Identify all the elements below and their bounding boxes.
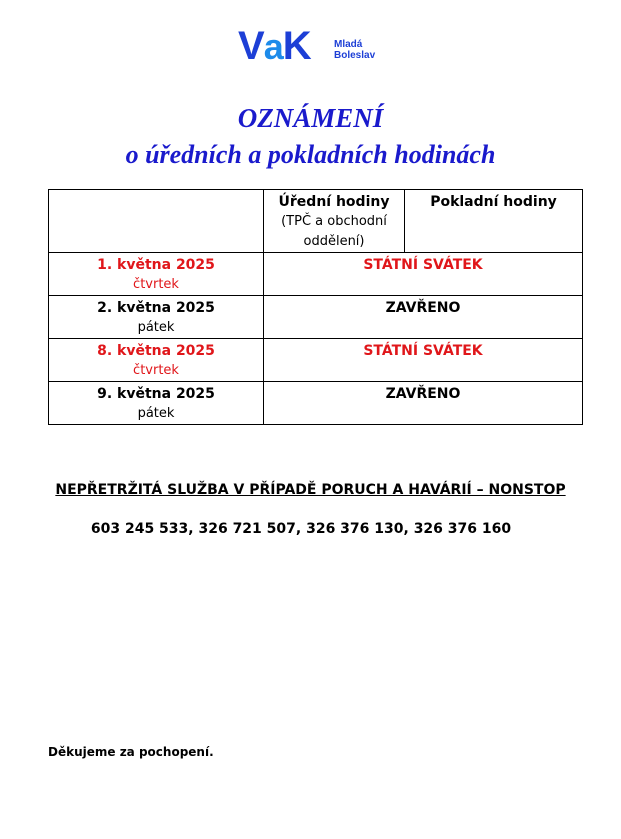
logo-city: [334, 39, 375, 61]
hours-table: [48, 189, 583, 425]
logo-city-line2: Boleslav: [334, 50, 376, 61]
table-row: [49, 253, 583, 296]
date-cell: [49, 339, 264, 382]
date-cell: [49, 382, 264, 425]
table-row: [49, 296, 583, 339]
logo-letter-v: V: [238, 24, 264, 68]
nonstop-service-heading: NEPŘETRŽITÁ SLUŽBA V PŘÍPADĚ PORUCH A HAVÁRIÍ – NONSTOP: [55, 482, 566, 498]
nonstop-phone-numbers: 603 245 533, 326 721 507, 326 376 130, 326 376 160: [90, 521, 512, 537]
row-date: 8. května 2025: [97, 343, 215, 359]
table-row: [49, 339, 583, 382]
header-empty-cell: [49, 190, 264, 253]
row-date: 9. května 2025: [97, 386, 215, 402]
header-cash-hours: [405, 190, 583, 253]
row-date: 2. května 2025: [97, 300, 215, 316]
row-status: ZAVŘENO: [264, 382, 583, 425]
row-date: 1. května 2025: [97, 257, 215, 273]
logo-city-line1: Mladá: [334, 39, 363, 50]
notice-title: OZNÁMENÍ: [237, 103, 384, 133]
logo-letter-a: a: [263, 26, 283, 67]
notice-subtitle: o úředních a pokladních hodinách: [125, 140, 496, 169]
row-status: ZAVŘENO: [264, 296, 583, 339]
logo-letter-k: K: [282, 24, 311, 68]
row-status: STÁTNÍ SVÁTEK: [264, 339, 583, 382]
row-day: pátek: [137, 406, 175, 421]
row-day: čtvrtek: [133, 277, 179, 292]
row-status: STÁTNÍ SVÁTEK: [264, 253, 583, 296]
table-header-row: [49, 190, 583, 253]
header-official-hours: [264, 190, 405, 253]
row-day: pátek: [137, 320, 175, 335]
row-day: čtvrtek: [133, 363, 179, 378]
official-hours-label: Úřední hodiny: [278, 194, 390, 210]
date-cell: [49, 296, 264, 339]
thanks-note: Děkujeme za pochopení.: [48, 745, 214, 759]
date-cell: [49, 253, 264, 296]
table-row: [49, 382, 583, 425]
cash-hours-label: Pokladní hodiny: [430, 194, 557, 210]
company-logo: [238, 24, 388, 70]
official-hours-note: (TPČ a obchodní oddělení): [281, 214, 387, 249]
logo-mark: [238, 26, 311, 67]
